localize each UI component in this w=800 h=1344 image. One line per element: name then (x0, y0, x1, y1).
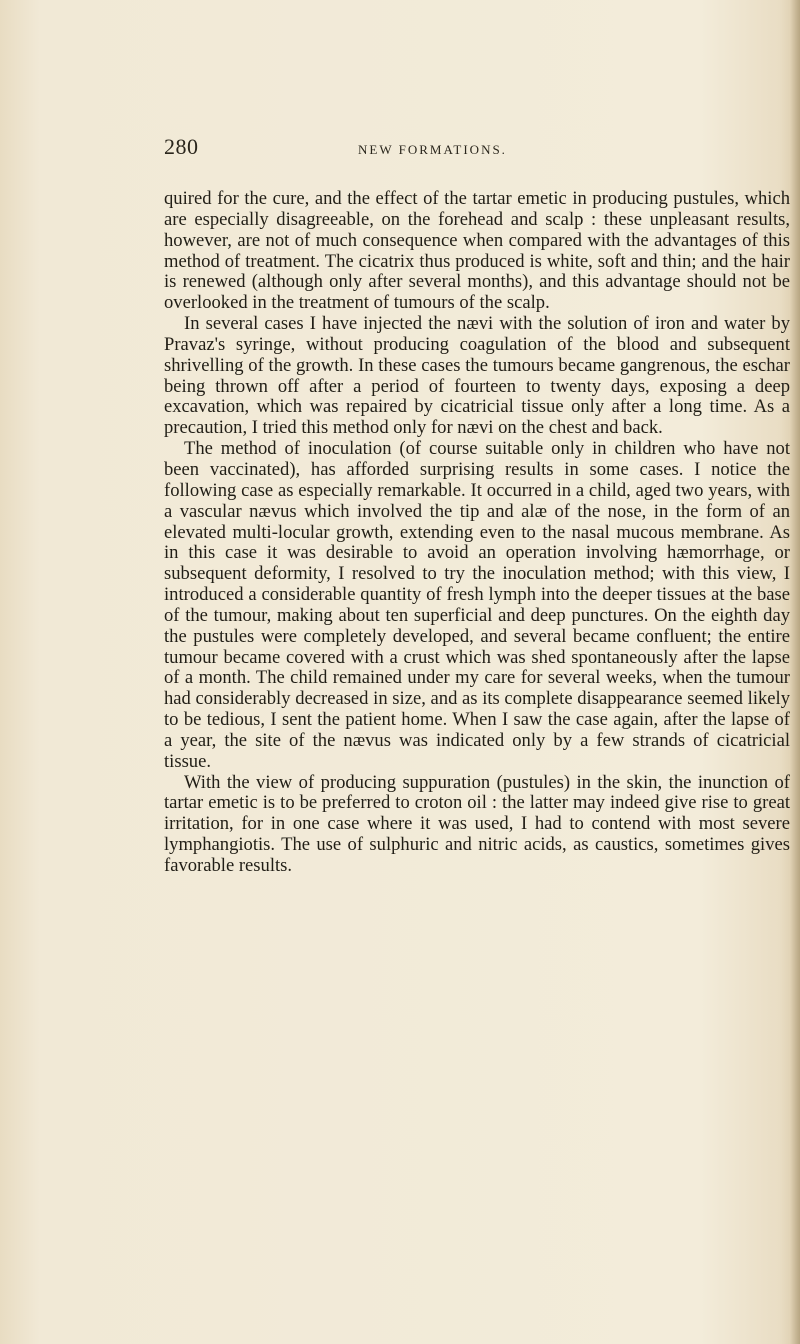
paragraph: The method of inoculation (of course suitable only in children who have not been vaccinated), has afforded surprising results in some cases. I notice the following case as especially remarkable. It occurred in a child, aged two years, with a vascular nævus which involved the tip and alæ of the nose, in the form of an elevated multi-locular growth, extending even to the nasal mucous membrane. As in this case it was desirable to avoid an operation involving hæmorrhage, or subsequent deformity, I resolved to try the inoculation method; with this view, I introduced a considerable quantity of fresh lymph into the deeper tissues at the base of the tumour, making about ten superficial and deep punctures. On the eighth day the pustules were completely developed, and several became confluent; the entire tumour became covered with a crust which was shed spontaneously after the lapse of a month. The child remained under my care for several weeks, when the tumour had considerably decreased in size, and as its complete disappearance seemed likely to be tedious, I sent the patient home. When I saw the case again, after the lapse of a year, the site of the nævus was indicated only by a few strands of cicatricial tissue. (164, 438, 790, 772)
page-edge-shadow (790, 0, 800, 1344)
paragraph-continuation: quired for the cure, and the effect of the tartar emetic in producing pustules, which are especially disagreeable, on the forehead and scalp : these unpleasant results, however, are not of much consequence when compared with the advantages of this method of treatment. The cicatrix thus produced is white, soft and thin; and the hair is renewed (although only after several months), and this advantage should not be overlooked in the treatment of tumours of the scalp. (164, 188, 790, 314)
page-number: 280 (164, 134, 199, 159)
paragraph: With the view of producing suppuration (pustules) in the skin, the inunction of tartar emetic is to be preferred to croton oil : the latter may indeed give rise to great irritation, for in one case where it was used, I had to contend with most severe lymphangiotis. The use of sulphuric and nitric acids, as caustics, sometimes gives favorable results. (164, 771, 790, 876)
running-head: NEW FORMATIONS. (358, 142, 507, 157)
body-text (164, 189, 790, 877)
paragraph: In several cases I have injected the nævi with the solution of iron and water by Pravaz's syringe, without producing coagulation of the blood and subsequent shrivelling of the growth. In these cases the tumours became gangrenous, the eschar being thrown off after a period of fourteen to twenty days, exposing a deep excavation, which was repaired by cicatricial tissue only after a long time. As a precaution, I tried this method only for nævi on the chest and back. (164, 313, 790, 439)
